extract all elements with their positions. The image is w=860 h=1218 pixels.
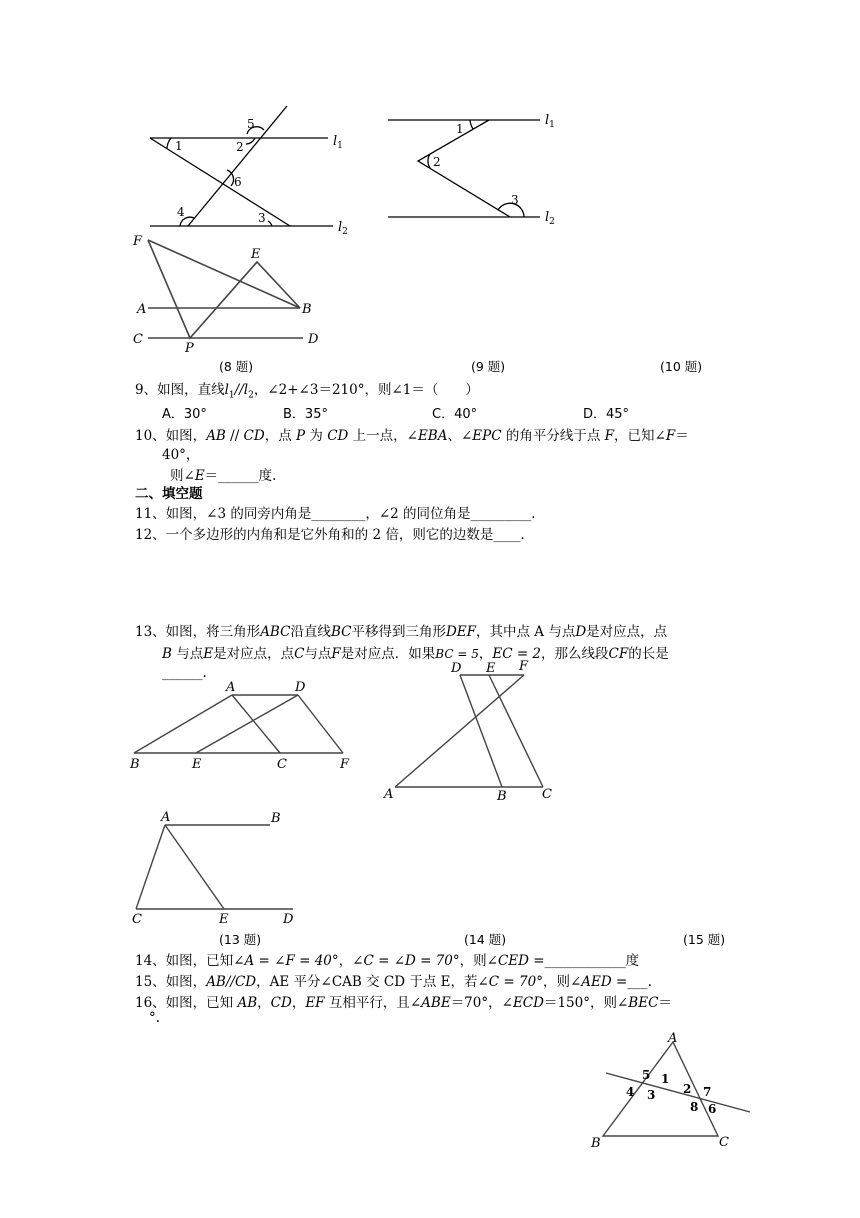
fig13-label-C: C xyxy=(277,757,287,772)
fig8-label-1: 1 xyxy=(175,139,183,153)
fig16-label-5: 5 xyxy=(642,1068,651,1082)
question-10: 10、如图，AB // CD，点 P 为 CD 上一点，∠EBA、∠EPC 的角平分线于点 F，已知∠F＝ xyxy=(135,428,689,444)
fig16-label-6: 6 xyxy=(708,1102,717,1116)
fig15-label-D: D xyxy=(283,912,294,927)
fig16-label-A: A xyxy=(668,1031,678,1046)
q10-line3: 则∠E＝______度. xyxy=(170,468,277,484)
fig9-label-3: 3 xyxy=(511,193,519,207)
caption-13: (13 题) xyxy=(219,932,262,947)
fig8-label-l1: $l_1$ xyxy=(333,134,343,151)
fig9-label-l1: $l_1$ xyxy=(545,113,555,130)
q9-option-b: B．35° xyxy=(283,407,328,422)
caption-10: (10 题) xyxy=(660,359,703,374)
fig10-label-E: E xyxy=(251,247,261,262)
fig13-label-E: E xyxy=(192,757,202,772)
fig14-label-E: E xyxy=(486,661,496,676)
question-13-line3: ______. xyxy=(162,665,207,681)
question-13-line2: B 与点E是对应点，点C与点F是对应点．如果BC = 5，EC = 2，那么线段CF的长是 xyxy=(162,646,669,662)
fig15-label-B: B xyxy=(271,811,281,826)
question-15: 15、如图，AB//CD，AE 平分∠CAB 交 CD 于点 E，若∠C = 70°，则∠AED =___. xyxy=(135,974,652,990)
caption-14: (14 题) xyxy=(464,932,507,947)
fig8-label-6: 6 xyxy=(234,175,242,189)
section-fill-in: 二、填空题 xyxy=(135,486,203,502)
fig16-label-3: 3 xyxy=(647,1088,656,1102)
question-12: 12、一个多边形的内角和是它外角和的 2 倍，则它的边数是____. xyxy=(135,527,525,543)
q9-option-d: D．45° xyxy=(583,407,630,422)
fig13-label-B: B xyxy=(130,757,140,772)
fig8-label-4: 4 xyxy=(177,205,185,219)
fig9-label-l2: $l_2$ xyxy=(545,210,555,227)
caption-9: (9 题) xyxy=(471,359,506,374)
q9-option-a: A．30° xyxy=(162,407,207,422)
fig16-label-7: 7 xyxy=(703,1085,712,1099)
question-13: 13、如图，将三角形ABC沿直线BC平移得到三角形DEF，其中点 A 与点D是对应点，点 xyxy=(135,624,668,640)
fig16-label-C: C xyxy=(719,1135,729,1150)
fig8-label-l2: $l_2$ xyxy=(338,220,348,237)
fig13-label-F: F xyxy=(340,757,350,772)
fig16-label-8: 8 xyxy=(690,1100,699,1114)
fig10-label-B: B xyxy=(302,302,312,317)
caption-15: (15 题) xyxy=(683,932,726,947)
question-14: 14、如图，已知∠A = ∠F = 40°，∠C = ∠D = 70°，则∠CED =____________度 xyxy=(135,953,640,969)
fig16-label-B: B xyxy=(591,1136,601,1151)
fig10-label-C: C xyxy=(133,332,143,347)
fig15-label-E: E xyxy=(219,912,229,927)
caption-8: (8 题) xyxy=(219,359,254,374)
fig8-label-5: 5 xyxy=(247,117,255,131)
fig15-label-C: C xyxy=(132,912,142,927)
fig15-label-A: A xyxy=(161,810,171,825)
fig9-label-2: 2 xyxy=(433,155,441,169)
fig16-label-4: 4 xyxy=(626,1085,635,1099)
fig14-label-A: A xyxy=(384,787,394,802)
question-16: 16、如图，已知 AB，CD，EF 互相平行，且∠ABE＝70°，∠ECD＝150°，则∠BEC＝ xyxy=(135,995,672,1011)
question-9: 9、如图，直线$l_1//l_2$，∠2+∠3＝210°，则∠1＝（ ） xyxy=(135,382,479,401)
fig14-label-B: B xyxy=(497,789,507,804)
fig10-label-F: F xyxy=(133,234,143,249)
fig8-label-2: 2 xyxy=(236,140,244,154)
fig10-label-P: P xyxy=(185,341,194,356)
fig13-label-A: A xyxy=(226,680,236,695)
fig10-label-A: A xyxy=(137,302,147,317)
q10-line2: 40°， xyxy=(162,447,200,463)
q9-option-c: C．40° xyxy=(432,407,478,422)
question-11: 11、如图，∠3 的同旁内角是________，∠2 的同位角是_________. xyxy=(135,506,536,522)
fig16-label-1: 1 xyxy=(661,1072,670,1086)
question-16-line2: °. xyxy=(149,1010,161,1026)
fig14-label-F: F xyxy=(519,659,529,674)
fig13-label-D: D xyxy=(295,680,306,695)
fig14-label-D: D xyxy=(451,661,462,676)
fig16-triangle xyxy=(603,1042,718,1136)
fig16-label-2: 2 xyxy=(683,1082,692,1096)
fig14-label-C: C xyxy=(542,787,552,802)
fig8-label-3: 3 xyxy=(258,211,266,225)
fig10-label-D: D xyxy=(308,332,319,347)
fig9-label-1: 1 xyxy=(456,122,464,136)
